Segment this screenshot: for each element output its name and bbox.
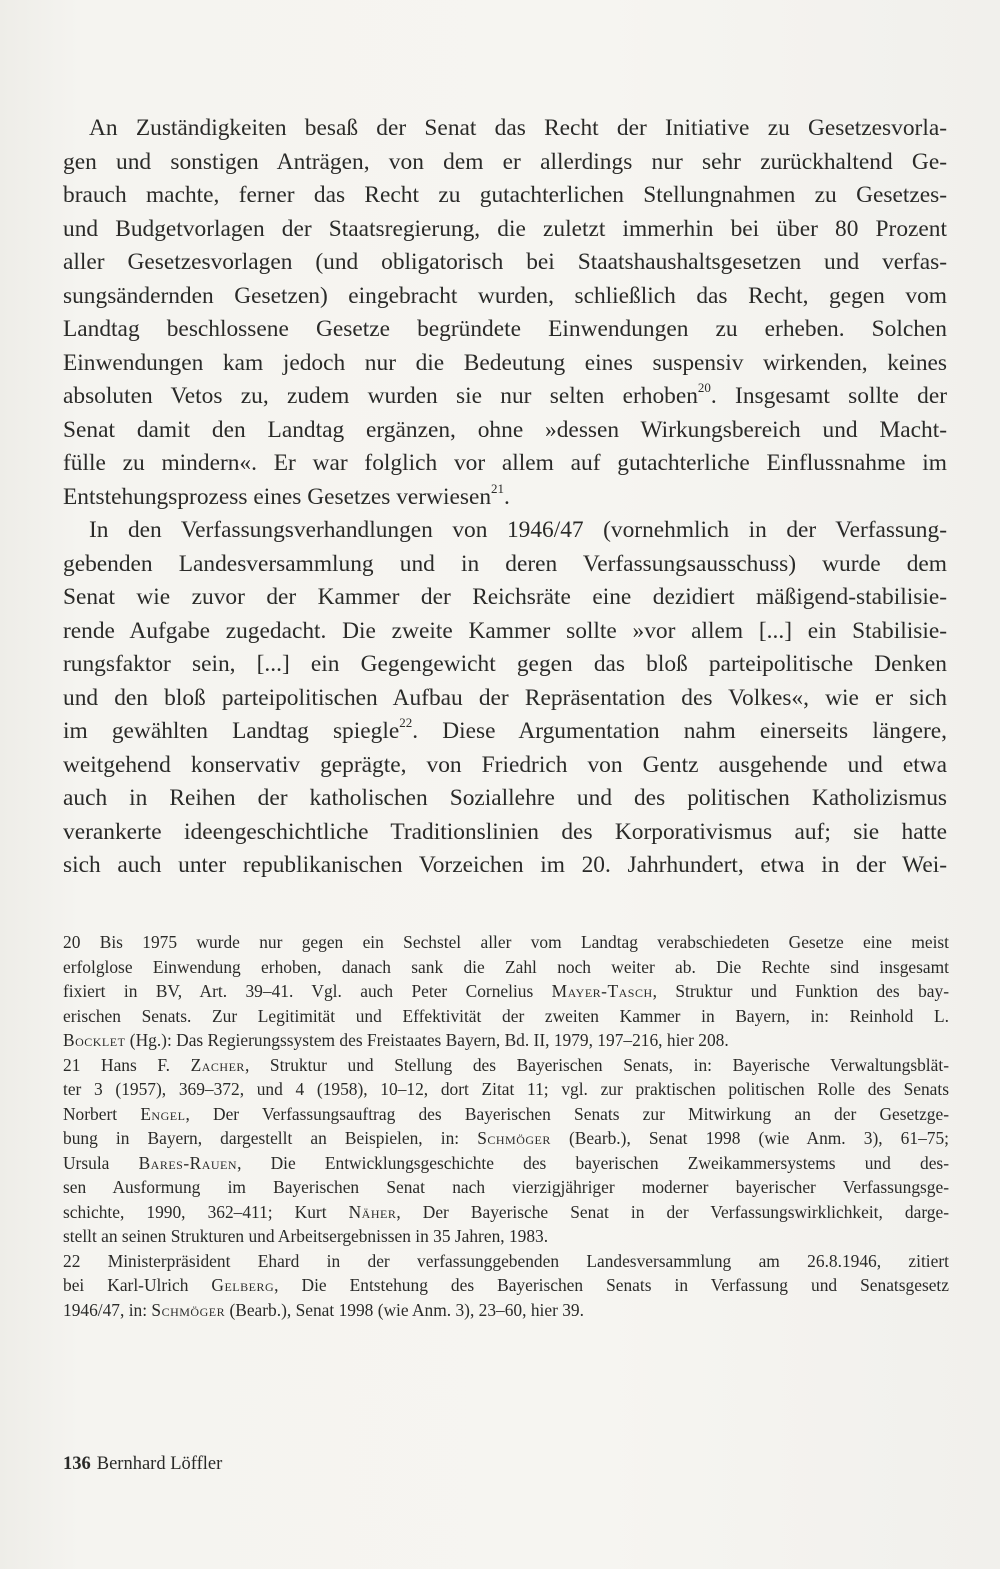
text-line: Senat damit den Landtag ergänzen, ohne »dessen Wirkungsbereich und Macht- [63, 416, 947, 443]
text-fragment: . Insgesamt sollte der [710, 383, 947, 409]
body-text [63, 112, 947, 883]
text-fragment: , Struktur und Funktion des bay- [652, 981, 949, 1001]
author-name: Gelberg [211, 1275, 275, 1295]
text-line: aller Gesetzesvorlagen (und obligatorisch bei Staatshaushaltsgesetzen und verfas- [63, 249, 947, 275]
page-number: 136 [63, 1454, 91, 1474]
text-fragment: (Bearb.), Senat 1998 (wie Anm. 3), 61–75; [550, 1128, 949, 1148]
footnote-ref-22[interactable]: 22 [399, 715, 413, 731]
footnote-line: ter 3 (1957), 369–372, und 4 (1958), 10–12, dort Zitat 11; vgl. zur praktischen politischen Rolle des Senats [63, 1079, 949, 1099]
text-fragment: . [504, 483, 510, 510]
text-fragment: , Die Entstehung des Bayerischen Senats in Verfassung und Senatsgesetz [274, 1275, 949, 1295]
footnote-line: 20 Bis 1975 wurde nur gegen ein Sechstel aller vom Landtag verabschiedeten Gesetze eine meist [63, 932, 949, 952]
text-fragment: Ursula [63, 1152, 139, 1173]
text-fragment: 21 Hans F. [63, 1054, 191, 1075]
text-line: fülle zu mindern«. Er war folglich vor allem auf gutachterliche Einflussnahme im [63, 450, 947, 476]
text-line: brauch machte, ferner das Recht zu gutachterlichen Stellungnahmen zu Gesetzes- [63, 182, 947, 208]
text-fragment: , Struktur und Stellung des Bayerischen Senats, in: Bayerische Verwaltungsblät- [244, 1054, 949, 1075]
text-line: verankerte ideengeschichtliche Traditionslinien des Korporativismus auf; sie hatte [63, 818, 947, 845]
text-line: sungsändernden Gesetzen) eingebracht wurden, schließlich das Recht, gegen vom [63, 282, 947, 309]
text-fragment: fixiert in BV, Art. 39–41. Vgl. auch Peter Cornelius [63, 981, 552, 1001]
footnote-line [63, 1200, 949, 1225]
footnote-line: 22 Ministerpräsident Ehard in der verfassunggebenden Landesversammlung am 26.8.1946, zitiert [63, 1250, 949, 1271]
text-line: gen und sonstigen Anträgen, von dem er allerdings nur sehr zurückhaltend Ge- [63, 148, 947, 175]
footnote-line [63, 979, 949, 1004]
text-line: auch in Reihen der katholischen Soziallehre und des politischen Katholizismus [63, 785, 947, 811]
text-line [63, 715, 947, 749]
text-line: sich auch unter republikanischen Vorzeichen im 20. Jahrhundert, etwa in der Wei- [63, 852, 947, 878]
author-name: Mayer-Tasch [551, 981, 653, 1001]
text-fragment: 1946/47, in: [63, 1299, 152, 1320]
text-line: An Zuständigkeiten besaß der Senat das Recht der Initiative zu Gesetzesvorla- [89, 115, 947, 141]
text-line: Senat wie zuvor der Kammer der Reichsräte eine dezidiert mäßigend-stabilisie- [63, 584, 947, 610]
author-name: Schmöger [477, 1128, 551, 1148]
footnote-21 [63, 1053, 949, 1249]
footnote-line [63, 1298, 949, 1323]
footnote-22 [63, 1249, 949, 1323]
footnote-line: erischen Senats. Zur Legitimität und Effektivität der zweiten Kammer in Bayern, in: Reinhold L. [63, 1005, 949, 1026]
author-name: Bares-Rauen [138, 1152, 238, 1173]
page-footer [63, 1452, 222, 1476]
text-fragment: (Hg.): Das Regierungssystem des Freistaates Bayern, Bd. II, 1979, 197–216, hier 208. [125, 1030, 729, 1050]
text-line: In den Verfassungsverhandlungen von 1946/47 (vornehmlich in der Verfassung- [89, 517, 947, 543]
footnotes [63, 930, 949, 1322]
footnote-line [63, 1028, 949, 1053]
footnote-line [63, 1273, 949, 1298]
footnote-line [63, 1102, 949, 1127]
author-name: Schmöger [151, 1299, 226, 1320]
text-line [63, 380, 947, 414]
text-fragment: Norbert [63, 1103, 141, 1124]
text-fragment: (Bearb.), Senat 1998 (wie Anm. 3), 23–60, hier 39. [225, 1299, 584, 1320]
author-name: Bocklet [63, 1030, 126, 1050]
text-fragment: bung in Bayern, dargestellt an Beispielen, in: [63, 1128, 478, 1148]
text-line: Landtag beschlossene Gesetze begründete Einwendungen zu erheben. Solchen [63, 316, 947, 342]
text-fragment: , Der Bayerische Senat in der Verfassungswirklichkeit, darge- [396, 1201, 949, 1222]
author-name: Engel [140, 1103, 186, 1124]
footnote-line: erfolglose Einwendung erhoben, danach sank die Zahl noch weiter ab. Die Rechte sind insgesamt [63, 956, 949, 977]
footnote-line [63, 1126, 949, 1151]
text-fragment: , Die Entwicklungsgeschichte des bayerischen Zweikammersystems und des- [237, 1152, 949, 1173]
footnote-line [63, 1053, 949, 1078]
text-fragment: , Der Verfassungsauftrag des Bayerischen Senats zur Mitwirkung an der Gesetzge- [185, 1103, 949, 1124]
footnote-ref-20[interactable]: 20 [697, 380, 711, 396]
text-fragment: Entstehungsprozess eines Gesetzes verwiesen [63, 483, 492, 510]
text-line: rungsfaktor sein, [...] ein Gegengewicht gegen das bloß parteipolitische Denken [63, 651, 947, 677]
text-line: rende Aufgabe zugedacht. Die zweite Kammer sollte »vor allem [...] ein Stabilisie- [63, 617, 947, 644]
footnote-line [63, 1151, 949, 1176]
text-line: gebenden Landesversammlung und in deren Verfassungsausschuss) wurde dem [63, 550, 947, 577]
text-fragment: absoluten Vetos zu, zudem wurden sie nur selten erhoben [63, 383, 698, 409]
footnote-line: sen Ausformung im Bayerischen Senat nach vierzigjähriger moderner bayerischer Verfassungsge- [63, 1177, 949, 1197]
text-line: und Budgetvorlagen der Staatsregierung, die zuletzt immerhin bei über 80 Prozent [63, 215, 947, 242]
footnote-20 [63, 930, 949, 1053]
footnote-ref-21[interactable]: 21 [491, 480, 505, 496]
text-fragment: . Diese Argumentation nahm einerseits längere, [412, 718, 947, 744]
text-fragment: schichte, 1990, 362–411; Kurt [63, 1201, 349, 1222]
author-name: Näher [348, 1201, 397, 1222]
running-author: Bernhard Löffler [96, 1454, 223, 1474]
text-line [63, 481, 947, 515]
text-line: und den bloß parteipolitischen Aufbau der Repräsentation des Volkes«, wie er sich [63, 684, 947, 711]
author-name: Zacher [190, 1054, 245, 1075]
text-line: weitgehend konservativ geprägte, von Friedrich von Gentz ausgehende und etwa [63, 751, 947, 778]
text-line: Einwendungen kam jedoch nur die Bedeutung eines suspensiv wirkenden, keines [63, 349, 947, 376]
text-fragment: bei Karl-Ulrich [63, 1275, 212, 1295]
footnote-line: stellt an seinen Strukturen und Arbeitsergebnissen in 35 Jahren, 1983. [63, 1226, 549, 1246]
text-fragment: im gewählten Landtag spiegle [63, 718, 400, 744]
